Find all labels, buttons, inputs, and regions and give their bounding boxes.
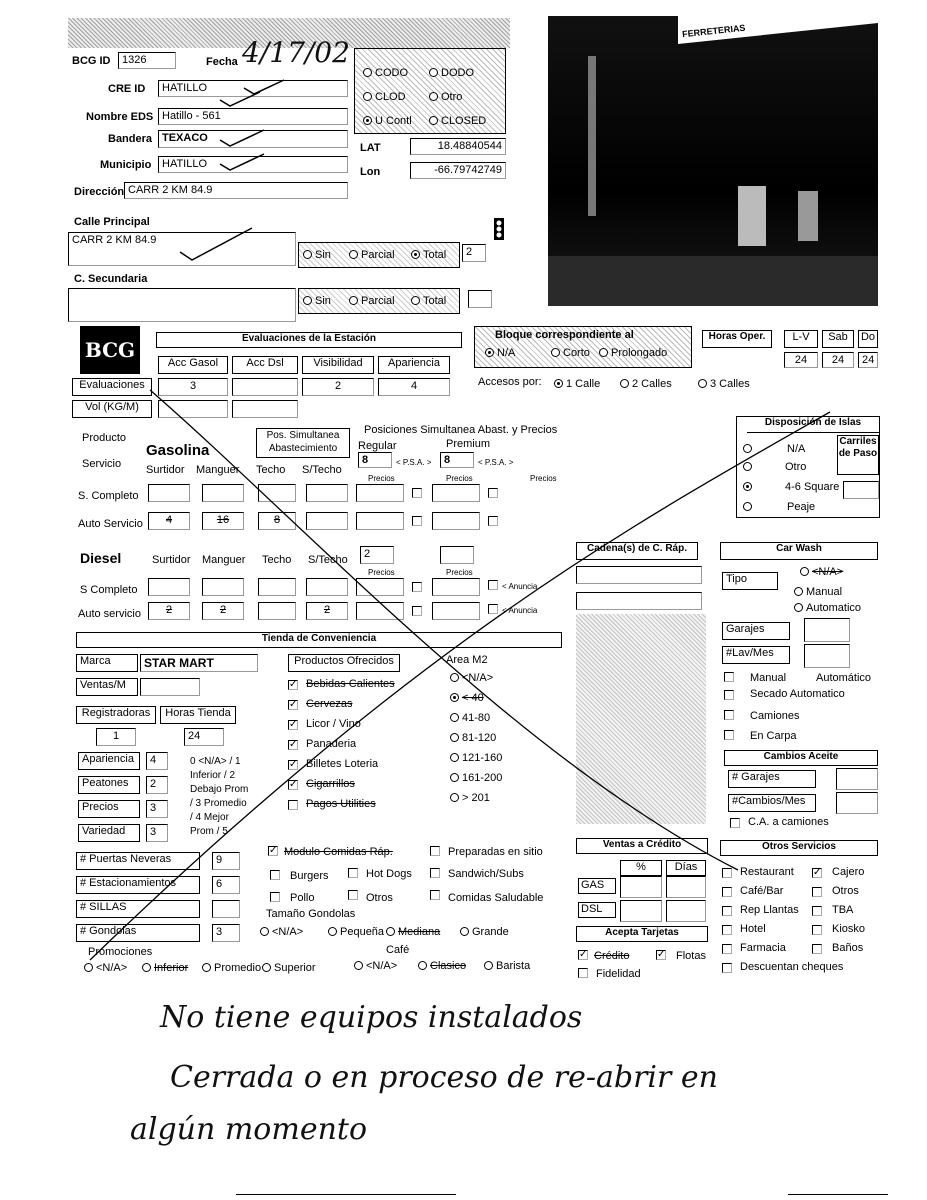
cross-line-2: [90, 412, 830, 960]
cambios-mes-button[interactable]: #Cambios/Mes: [728, 794, 816, 812]
area-option-5[interactable]: 161-200: [450, 772, 502, 784]
accesos-option-3[interactable]: 3 Calles: [698, 378, 750, 390]
lon-field[interactable]: -66.79742749: [410, 162, 506, 179]
ventas-credito-title: Ventas a Crédito: [576, 838, 708, 854]
dsl-as-stecho[interactable]: 2: [306, 602, 348, 620]
horas-do-header: Do: [858, 330, 878, 348]
dsl-precios-1: Precios: [368, 568, 395, 577]
credito-dsl-label: DSL: [578, 902, 616, 918]
tarjeta-flotas-label: Flotas: [676, 950, 706, 962]
dsl-s-completo-label: S Completo: [80, 584, 138, 596]
sandwich-label: Sandwich/Subs: [448, 868, 524, 880]
bandera-field[interactable]: TEXACO: [158, 130, 348, 148]
cafe-option-na[interactable]: <N/A>: [354, 960, 397, 972]
tamano-label: Tamaño Gondolas: [266, 908, 356, 920]
promo-option-promedio[interactable]: Promedio: [202, 962, 261, 974]
rating-variedad-field[interactable]: 3: [146, 824, 168, 842]
rating-apariencia-button[interactable]: Apariencia: [78, 752, 140, 770]
horas-oper-button[interactable]: Horas Oper.: [702, 330, 772, 348]
ventas-button[interactable]: Ventas/M: [76, 678, 138, 696]
gas-as-manguer[interactable]: 16: [202, 512, 244, 530]
producto-label-4: Billetes Loteria: [306, 758, 379, 770]
carriles-label-text: Carriles de Paso: [838, 436, 878, 459]
status-option-ucontl[interactable]: U Contl: [363, 115, 412, 127]
scale-legend-2: Inferior / 2: [190, 770, 236, 781]
car-wash-automatico-label: Automático: [816, 672, 872, 684]
visibilidad-button[interactable]: Visibilidad: [302, 356, 374, 374]
modulo-label: Modulo Comidas Ráp.: [284, 846, 393, 858]
registradoras-button[interactable]: Registradoras: [76, 706, 156, 724]
calle2-option-parcial[interactable]: Parcial: [349, 295, 395, 307]
area-option-3[interactable]: 81-120: [450, 732, 496, 744]
area-option-0[interactable]: <N/A>: [450, 672, 493, 684]
burgers-label: Burgers: [290, 870, 329, 882]
producto-label-0: Bebidas Calientes: [306, 678, 395, 690]
estacionamientos-button[interactable]: # Estacionamientos: [76, 876, 200, 894]
otros-left-label-0: Restaurant: [740, 866, 794, 878]
tamano-option-na[interactable]: <N/A>: [260, 926, 303, 938]
otros-left-label-4: Farmacia: [740, 942, 786, 954]
accesos-option-2[interactable]: 2 Calles: [620, 378, 672, 390]
precios-label-3: Precios: [530, 474, 557, 483]
otros-left-label-5: Descuentan cheques: [740, 961, 844, 973]
area-option-2[interactable]: 41-80: [450, 712, 490, 724]
promociones-label: Promociones: [88, 946, 153, 958]
dsl-as-surtidor[interactable]: 2: [148, 602, 190, 620]
check-mark-5: [244, 80, 284, 94]
modulo-check[interactable]: ✓: [269, 845, 278, 856]
area-option-4[interactable]: 121-160: [450, 752, 502, 764]
producto-label-3: Panaderia: [306, 738, 357, 750]
nombre-eds-label: Nombre EDS: [86, 111, 154, 123]
check-mark-3: [220, 154, 264, 170]
car-wash-option-manual[interactable]: Manual: [794, 586, 842, 598]
area-option-6[interactable]: > 201: [450, 792, 490, 804]
calle-principal-field[interactable]: CARR 2 KM 84.9: [68, 232, 296, 266]
precios-label-2: Precios: [446, 474, 473, 483]
puertas-button[interactable]: # Puertas Neveras: [76, 852, 200, 870]
lat-label: LAT: [360, 142, 381, 154]
rating-precios-button[interactable]: Precios: [78, 800, 140, 818]
producto-label: Producto: [82, 432, 127, 444]
car-wash-carpa-label: En Carpa: [750, 730, 797, 742]
car-wash-secado-label: Secado Automatico: [750, 688, 845, 700]
eval-visibilidad-field[interactable]: 2: [302, 378, 374, 396]
promo-option-superior[interactable]: Superior: [262, 962, 316, 974]
producto-label-1: Cervezas: [306, 698, 353, 710]
cafe-option-barista[interactable]: Barista: [484, 960, 530, 972]
gas-col-manguer: Manguer: [196, 464, 240, 476]
ca-camiones-label: C.A. a camiones: [748, 816, 829, 828]
marca-button[interactable]: Marca: [76, 654, 138, 672]
cafe-label: Café: [386, 944, 410, 956]
scale-legend-5: / 4 Mejor: [190, 812, 229, 823]
pos-simultanea-label: Pos. Simultanea Abastecimiento: [266, 430, 340, 454]
dsl-auto-servicio-label: Auto servicio: [78, 608, 141, 620]
promo-option-inferior[interactable]: Inferior: [142, 962, 188, 974]
car-wash-camiones-label: Camiones: [750, 710, 800, 722]
disposicion-title: Disposición de Islas: [747, 417, 879, 433]
saludable-label: Comidas Saludable: [448, 892, 544, 904]
producto-label-5: Cigarrillos: [306, 778, 355, 790]
direccion-field[interactable]: CARR 2 KM 84.9: [124, 182, 348, 199]
lat-field[interactable]: 18.48840544: [410, 138, 506, 155]
calle-option-total[interactable]: Total: [411, 249, 446, 261]
bloque-option-na[interactable]: N/A: [485, 347, 515, 359]
calle-principal-label: Calle Principal: [74, 216, 150, 228]
otros-right-label-4: Baños: [832, 942, 864, 954]
precios-label-1: Precios: [368, 474, 395, 483]
promo-option-na[interactable]: <N/A>: [84, 962, 127, 974]
tarjeta-credito-check[interactable]: ✓: [579, 949, 588, 960]
horas-lv-header: L-V: [784, 330, 818, 348]
disposicion-square-label: 4-6 Square: [785, 481, 840, 493]
nombre-eds-field[interactable]: Hatillo - 561: [158, 108, 348, 125]
calle-option-parcial[interactable]: Parcial: [349, 249, 395, 261]
calle-secundaria-label: C. Secundaria: [74, 273, 148, 285]
producto-check-4[interactable]: ✓: [289, 759, 298, 770]
servicio-label: Servicio: [82, 458, 122, 470]
calle-option-sin[interactable]: Sin: [303, 249, 331, 261]
producto-check-3[interactable]: ✓: [289, 739, 298, 750]
credito-pct-header: %: [620, 860, 662, 876]
preparadas-label: Preparadas en sitio: [448, 846, 543, 858]
otros-right-label-3: Kiosko: [832, 923, 866, 935]
tienda-title: Tienda de Conveniencia: [76, 632, 562, 648]
producto-check-5[interactable]: ✓: [289, 779, 298, 790]
note-line-1: No tiene equipos instalados: [160, 1000, 583, 1035]
calle2-option-total[interactable]: Total: [411, 295, 446, 307]
status-option-closed[interactable]: CLOSED: [429, 115, 486, 127]
cross-line-1: [150, 390, 738, 870]
municipio-label: Municipio: [100, 159, 152, 171]
car-wash-title: Car Wash: [720, 542, 878, 560]
otros-right-label-0: Cajero: [832, 866, 865, 878]
fecha-label: Fecha: [206, 56, 238, 68]
tamano-option-grande[interactable]: Grande: [460, 926, 509, 938]
horas-tienda-field[interactable]: 24: [184, 728, 224, 746]
otros-comida-label: Otros: [366, 892, 393, 904]
rating-variedad-button[interactable]: Variedad: [78, 824, 140, 842]
horas-sab-field[interactable]: 24: [822, 352, 854, 368]
gas-col-surtidor: Surtidor: [146, 464, 185, 476]
tarjeta-fidelidad-label: Fidelidad: [596, 968, 641, 980]
gas-as-techo[interactable]: 8: [258, 512, 296, 530]
disposicion-na-label: N/A: [787, 443, 806, 455]
cadena-button[interactable]: Cadena(s) de C. Ráp.: [576, 542, 698, 560]
marca-field[interactable]: STAR MART: [140, 654, 258, 672]
tarjeta-flotas-check[interactable]: ✓: [657, 949, 666, 960]
otros-left-label-1: Café/Bar: [740, 885, 784, 897]
lav-mes-button[interactable]: #Lav/Mes: [722, 646, 790, 664]
dsl-col-stecho: S/Techo: [308, 554, 348, 566]
tarjetas-title: Acepta Tarjetas: [576, 926, 708, 942]
gondolas-button[interactable]: # Gondolas: [76, 924, 200, 942]
area-label: Area M2: [446, 654, 488, 666]
tamano-option-mediana[interactable]: Mediana: [386, 926, 440, 938]
horas-tienda-button[interactable]: Horas Tienda: [160, 706, 236, 724]
apariencia-button[interactable]: Apariencia: [378, 356, 450, 374]
productos-button[interactable]: Productos Ofrecidos: [288, 654, 400, 672]
dsl-as-manguer[interactable]: 2: [202, 602, 244, 620]
cre-id-field[interactable]: HATILLO: [158, 80, 348, 97]
disposicion-otro-label: Otro: [785, 461, 807, 473]
otros-left-label-3: Hotel: [740, 923, 766, 935]
otros-right-label-2: TBA: [832, 904, 854, 916]
premium-psa-field[interactable]: 8: [440, 452, 474, 468]
dsl-col-surtidor: Surtidor: [152, 554, 191, 566]
direccion-label: Dirección: [74, 186, 125, 198]
producto-check-2[interactable]: ✓: [289, 719, 298, 730]
s-completo-label: S. Completo: [78, 490, 139, 502]
tarjeta-credito-label: Crédito: [594, 950, 630, 962]
producto-check-1[interactable]: ✓: [289, 699, 298, 710]
cambios-garajes-button[interactable]: # Garajes: [728, 770, 816, 788]
car-wash-manual-label: Manual: [750, 672, 787, 684]
check-mark-4: [180, 228, 252, 260]
estacionamientos-field[interactable]: 6: [212, 876, 240, 894]
horas-lv-field[interactable]: 24: [784, 352, 818, 368]
horas-sab-header: Sab: [822, 330, 854, 348]
calle2-option-sin[interactable]: Sin: [303, 295, 331, 307]
psa-label-premium: < P.S.A. >: [478, 458, 514, 467]
check-mark-2: [220, 130, 264, 146]
gas-as-surtidor[interactable]: 4: [148, 512, 190, 530]
producto-check-0[interactable]: ✓: [289, 679, 298, 690]
regular-psa-field[interactable]: 8: [358, 452, 392, 468]
bcg-id-field[interactable]: 1326: [118, 52, 176, 69]
producto-label-2: Licor / Vino: [306, 718, 361, 730]
cambios-title: Cambios Aceite: [724, 750, 878, 766]
puertas-field[interactable]: 9: [212, 852, 240, 870]
gondolas-field[interactable]: 3: [212, 924, 240, 942]
tamano-option-pequena[interactable]: Pequeña: [328, 926, 384, 938]
dsl-col-manguer: Manguer: [202, 554, 246, 566]
dsl-anuncia-1: < Anuncia: [502, 582, 538, 591]
eval-title: Evaluaciones de la Estación: [156, 332, 462, 348]
accesos-option-1[interactable]: 1 Calle: [554, 378, 600, 390]
rating-peatones-field[interactable]: 2: [146, 776, 168, 794]
bandera-label: Bandera: [108, 133, 153, 145]
registradoras-field[interactable]: 1: [96, 728, 136, 746]
status-option-clod[interactable]: CLOD: [363, 91, 406, 103]
bloque-option-corto[interactable]: Corto: [551, 347, 590, 359]
dsl-col-techo: Techo: [262, 554, 292, 566]
garajes-button[interactable]: Garajes: [722, 622, 790, 640]
acc-dsl-button[interactable]: Acc Dsl: [232, 356, 298, 374]
cafe-option-clasico[interactable]: Clasico: [418, 960, 466, 972]
otros-right-label-1: Otros: [832, 885, 859, 897]
car-wash-tipo-button[interactable]: Tipo: [722, 572, 778, 590]
acc-gasol-button[interactable]: Acc Gasol: [158, 356, 228, 374]
psa-label-regular: < P.S.A. >: [396, 458, 432, 467]
producto-label-6: Pagos Utilities: [306, 798, 376, 810]
scale-legend-3: Debajo Prom: [190, 784, 249, 795]
car-wash-option-na[interactable]: <N/A>: [800, 566, 843, 578]
credito-dias-header: Días: [666, 860, 706, 876]
hotdogs-label: Hot Dogs: [366, 868, 412, 880]
note-line-2: Cerrada o en proceso de re-abrir en: [170, 1060, 718, 1095]
horas-do-field[interactable]: 24: [858, 352, 878, 368]
pollo-label: Pollo: [290, 892, 315, 904]
car-wash-option-auto[interactable]: Automatico: [794, 602, 861, 614]
otros-right-check-0[interactable]: ✓: [813, 867, 822, 878]
regular-label: Regular: [358, 440, 397, 452]
area-option-1[interactable]: < 40: [450, 692, 484, 704]
photo-sign-text: FERRETERIAS: [681, 22, 746, 40]
eval-apariencia-field[interactable]: 4: [378, 378, 450, 396]
note-line-3: algún momento: [130, 1112, 368, 1147]
status-option-dodo[interactable]: DODO: [429, 67, 474, 79]
bloque-option-prolongado[interactable]: Prolongado: [599, 347, 667, 359]
accesos-label: Accesos por:: [478, 376, 542, 388]
semaforo-field[interactable]: 2: [462, 244, 486, 262]
otros-left-label-2: Rep Llantas: [740, 904, 799, 916]
evaluaciones-button[interactable]: Evaluaciones: [72, 378, 152, 396]
dsl-anuncia-2: < Anuncia: [502, 606, 538, 615]
credito-gas-label: GAS: [578, 878, 616, 894]
gas-col-stecho: S/Techo: [302, 464, 342, 476]
dsl-precios-2: Precios: [446, 568, 473, 577]
municipio-field[interactable]: HATILLO: [158, 156, 348, 173]
pos-title: Posiciones Simultanea Abast. y Precios: [364, 424, 558, 436]
premium-label: Premium: [446, 438, 491, 450]
scale-legend-1: 0 <N/A> / 1: [190, 756, 241, 767]
bcg-logo-text: BCG: [84, 338, 136, 362]
scale-legend-6: Prom / 5: [190, 826, 228, 837]
dsl-pos-field[interactable]: 2: [360, 546, 394, 564]
bcg-id-label: BCG ID: [72, 55, 111, 67]
gas-col-techo: Techo: [256, 464, 286, 476]
eval-acc-gasol-field[interactable]: 3: [158, 378, 228, 396]
fecha-handwritten: 4/17/02: [242, 36, 350, 69]
vol-kgm-button[interactable]: Vol (KG/M): [72, 400, 152, 418]
bottom-rule-1: [236, 1194, 456, 1195]
auto-servicio-label: Auto Servicio: [78, 518, 143, 530]
status-option-otro[interactable]: Otro: [429, 91, 462, 103]
gasolina-section: Gasolina: [146, 442, 210, 459]
rating-peatones-button[interactable]: Peatones: [78, 776, 140, 794]
bottom-rule-2: [788, 1194, 888, 1195]
otros-servicios-title: Otros Servicios: [720, 840, 878, 856]
diesel-section: Diesel: [80, 550, 122, 566]
rating-apariencia-field[interactable]: 4: [146, 752, 168, 770]
sillas-button[interactable]: # SILLAS: [76, 900, 200, 918]
disposicion-peaje-label: Peaje: [787, 501, 816, 513]
lon-label: Lon: [360, 166, 381, 178]
cre-id-label: CRE ID: [108, 83, 146, 95]
rating-precios-field[interactable]: 3: [146, 800, 168, 818]
scale-legend-4: / 3 Promedio: [190, 798, 247, 809]
bloque-title: Bloque correspondiente al: [495, 329, 634, 341]
status-option-codo[interactable]: CODO: [363, 67, 408, 79]
